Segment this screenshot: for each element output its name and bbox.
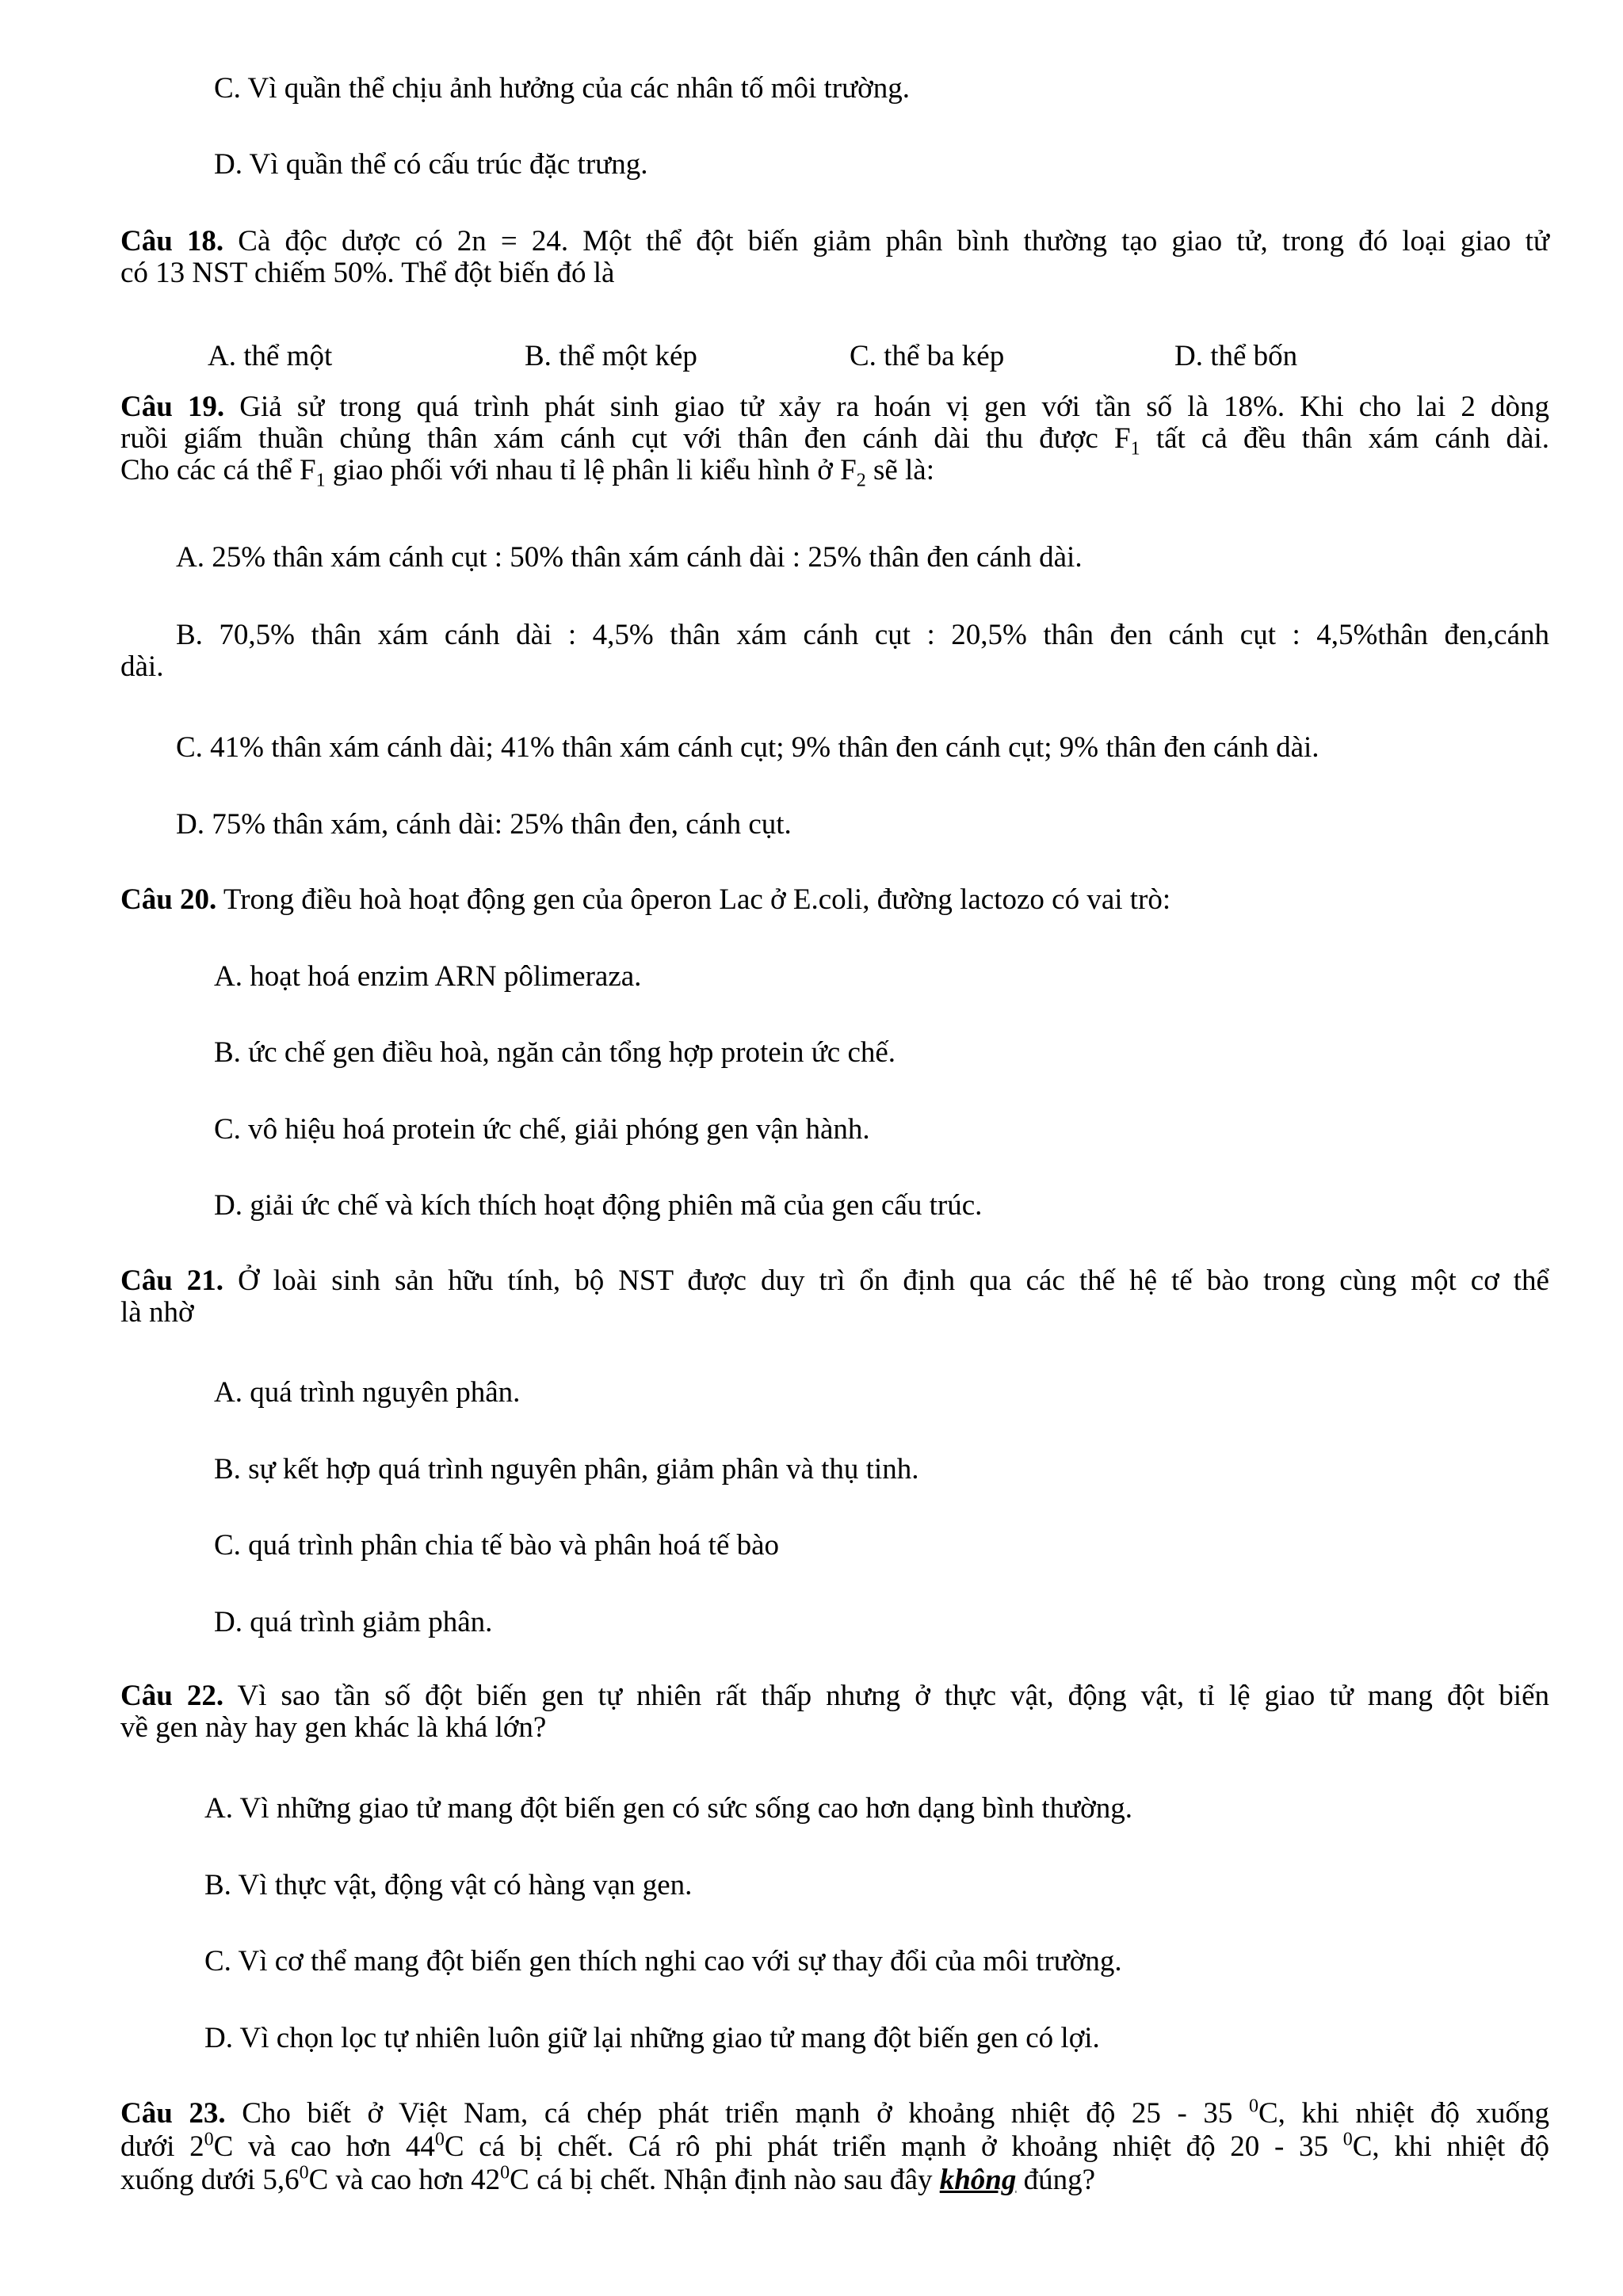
q22-label: Câu 22. — [120, 1680, 224, 1712]
q21-stem-line1: Câu 21. Ở loài sinh sản hữu tính, bộ NST được duy trì ổn định qua các thế hệ tế bào trong cùng một cơ thể — [120, 1264, 1549, 1297]
q21-label: Câu 21. — [120, 1264, 224, 1297]
q18-stem-line2: có 13 NST chiếm 50%. Thể đột biến đó là — [120, 257, 615, 289]
q17-option-d: D. Vì quần thể có cấu trúc đặc trưng. — [214, 148, 648, 181]
q20-label: Câu 20. — [120, 883, 217, 916]
q19-option-a: A. 25% thân xám cánh cụt : 50% thân xám cánh dài : 25% thân đen cánh dài. — [176, 541, 1083, 574]
q18-label: Câu 18. — [120, 225, 224, 257]
q23-label: Câu 23. — [120, 2097, 226, 2130]
q22-stem-line1: Câu 22. Vì sao tần số đột biến gen tự nhiên rất thấp nhưng ở thực vật, động vật, tỉ lệ giao tử mang đột biến — [120, 1680, 1549, 1712]
q23-stem-line2: dưới $2^0C$ và cao hơn $44^0C$ cá bị chết. Cá rô phi phát triển mạnh ở khoảng nhiệt độ 20 - 35 $^0$C, khi nhiệt độ — [120, 2129, 1549, 2163]
q17-option-c: C. Vì quần thể chịu ảnh hưởng của các nhân tố môi trường. — [214, 72, 910, 105]
q20-option-c: C. vô hiệu hoá protein ức chế, giải phóng gen vận hành. — [214, 1113, 870, 1146]
q21-stem-line2: là nhờ — [120, 1296, 194, 1329]
q19-option-b-line1: B. 70,5% thân xám cánh dài : 4,5% thân xám cánh cụt : 20,5% thân đen cánh cụt : 4,5%thân đen,cánh — [176, 619, 1549, 651]
q19-stem-line3: Cho các cá thể $F_1$ giao phối với nhau tỉ lệ phân li kiểu hình ở $F_2$ sẽ là: — [120, 454, 935, 491]
q20-option-d: D. giải ức chế và kích thích hoạt động phiên mã của gen cấu trúc. — [214, 1189, 983, 1222]
q21-option-d: D. quá trình giảm phân. — [214, 1606, 493, 1638]
q20-option-b: B. ức chế gen điều hoà, ngăn cản tổng hợp protein ức chế. — [214, 1036, 896, 1069]
q22-option-c: C. Vì cơ thể mang đột biến gen thích nghi cao với sự thay đổi của môi trường. — [204, 1945, 1122, 1978]
q22-option-d: D. Vì chọn lọc tự nhiên luôn giữ lại những giao tử mang đột biến gen có lợi. — [204, 2022, 1100, 2054]
q20-option-a: A. hoạt hoá enzim ARN pôlimeraza. — [214, 960, 642, 993]
q19-option-b-line2: dài. — [120, 650, 164, 683]
q22-stem-line2: về gen này hay gen khác là khá lớn? — [120, 1711, 547, 1744]
q19-stem-line2: ruồi giấm thuần chủng thân xám cánh cụt với thân đen cánh dài thu được $F_1$ tất cả đều thân xám cánh dài. — [120, 422, 1549, 460]
q22-option-b: B. Vì thực vật, động vật có hàng vạn gen. — [204, 1869, 693, 1901]
q21-option-c: C. quá trình phân chia tế bào và phân hoá tế bào — [214, 1529, 780, 1562]
q19-option-c: C. 41% thân xám cánh dài; 41% thân xám cánh cụt; 9% thân đen cánh cụt; 9% thân đen cánh dài. — [176, 731, 1319, 764]
q23-stem-line1: Câu 23. Cho biết ở Việt Nam, cá chép phát triển mạnh ở khoảng nhiệt độ 25 - 35 $^0$C, khi nhiệt độ xuống — [120, 2096, 1549, 2130]
q19-option-d: D. 75% thân xám, cánh dài: 25% thân đen, cánh cụt. — [176, 808, 792, 841]
q23-stem-line3: xuống dưới $5,6^0C$ và cao hơn $42^0C$ cá bị chết. Nhận định nào sau đây không đúng? — [120, 2162, 1096, 2196]
q18-option-a: A. thể một — [208, 340, 333, 372]
q18-option-c: C. thể ba kép — [850, 340, 1005, 372]
q22-option-a: A. Vì những giao tử mang đột biến gen có sức sống cao hơn dạng bình thường. — [204, 1792, 1132, 1825]
q18-option-b: B. thể một kép — [525, 340, 697, 372]
q19-stem-line1: Câu 19. Giả sử trong quá trình phát sinh giao tử xảy ra hoán vị gen với tần số là 18%. Khi cho lai 2 dòng — [120, 391, 1549, 423]
q21-option-b: B. sự kết hợp quá trình nguyên phân, giảm phân và thụ tinh. — [214, 1453, 919, 1486]
q23-negation-word: không — [939, 2164, 1017, 2196]
q18-option-d: D. thể bốn — [1174, 340, 1298, 372]
q21-option-a: A. quá trình nguyên phân. — [214, 1376, 521, 1409]
q19-label: Câu 19. — [120, 391, 225, 423]
q20-stem: Câu 20. Trong điều hoà hoạt động gen của ôperon Lac ở E.coli, đường lactozo có vai trò: — [120, 883, 1171, 916]
q18-stem-line1: Câu 18. Cà độc dược có 2n = 24. Một thể đột biến giảm phân bình thường tạo giao tử, trong đó loại giao tử — [120, 225, 1549, 257]
